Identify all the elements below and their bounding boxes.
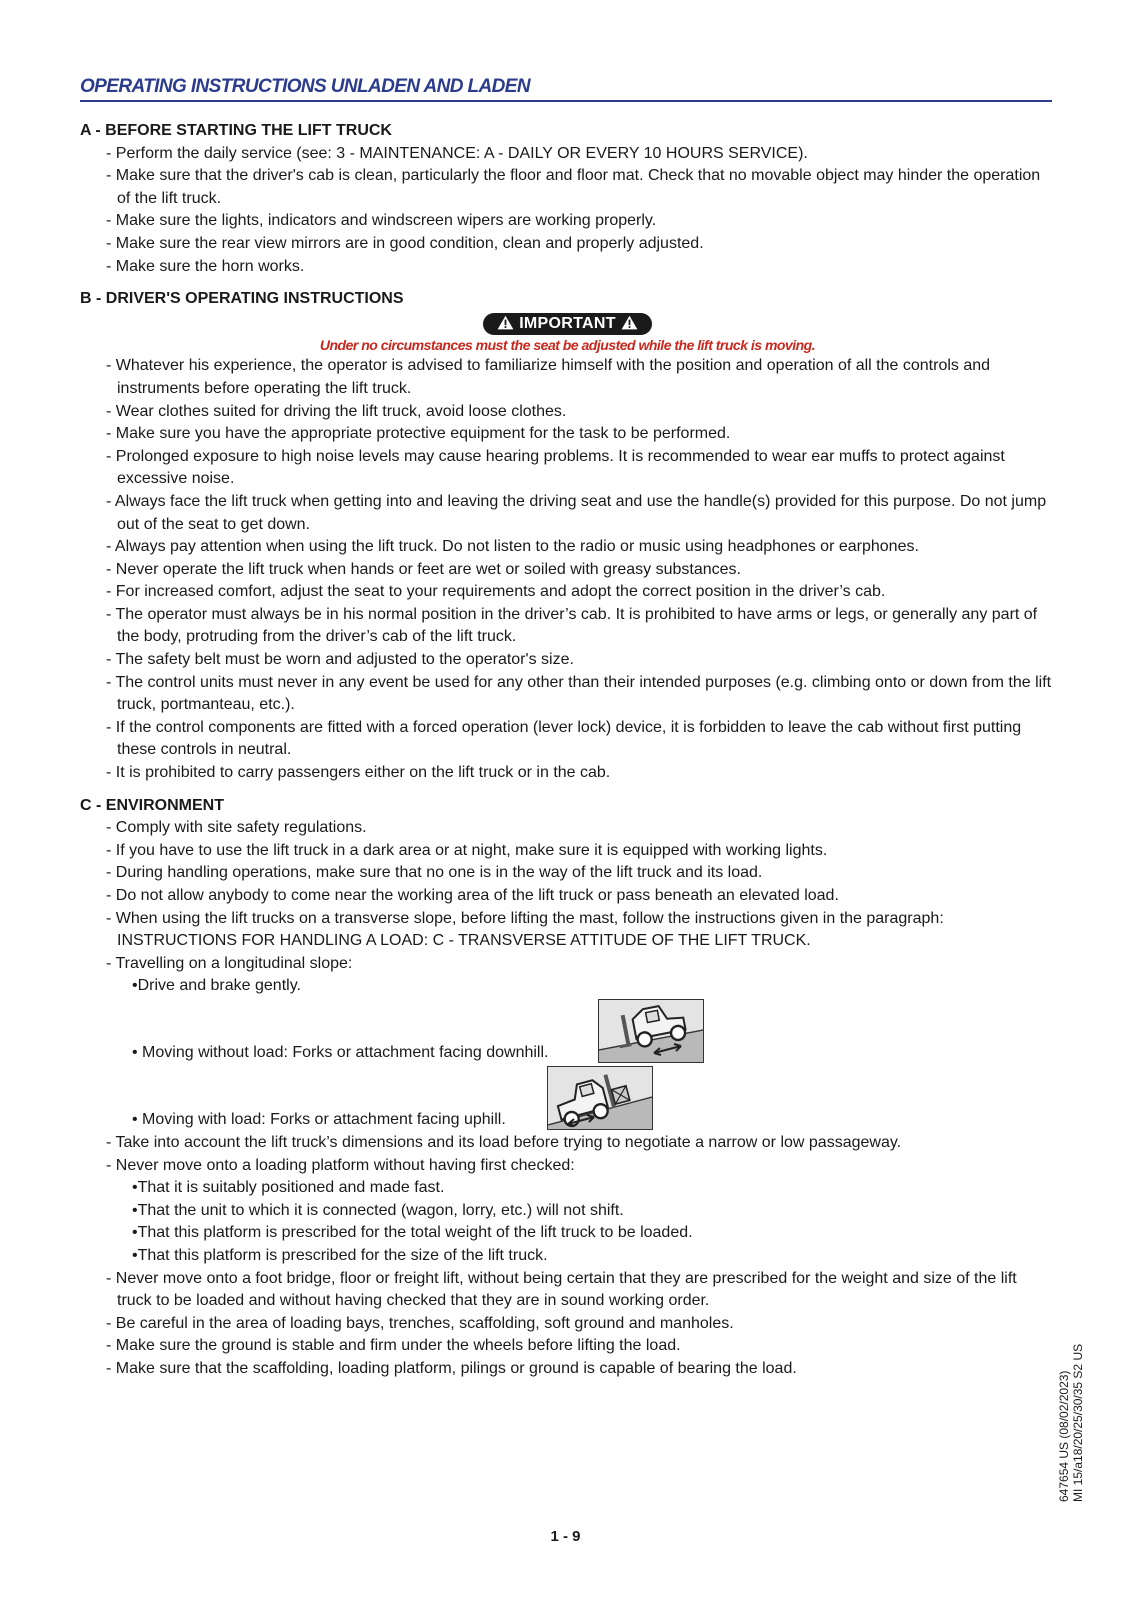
section-b-heading: B - DRIVER'S OPERATING INSTRUCTIONS	[80, 290, 404, 308]
section-b-list	[80, 355, 1055, 784]
important-banner	[80, 313, 1055, 336]
list-item: - When using the lift trucks on a transverse slope, before lifting the mast, follow the instructions given in the paragraph: INSTRUCTIONS FOR HANDLING A LOAD: C - TRANSVERSE ATTITUDE OF THE LIFT TRUCK.	[80, 908, 1055, 953]
sub-list-item: • That this platform is prescribed for the total weight of the lift truck to be loaded.	[80, 1222, 1055, 1245]
model-code: MI 15/a18/20/25/30/35 S2 US	[1071, 1343, 1085, 1502]
list-item: - Always pay attention when using the lift truck. Do not listen to the radio or music using headphones or earphones.	[80, 536, 1055, 559]
list-item: - During handling operations, make sure that no one is in the way of the lift truck and its load.	[80, 862, 1055, 885]
list-item: - Be careful in the area of loading bays, trenches, scaffolding, soft ground and manholes.	[80, 1313, 1055, 1336]
slope-row-laden	[80, 1065, 1055, 1132]
sub-list-item: • That this platform is prescribed for the size of the lift truck.	[80, 1245, 1055, 1268]
list-item: - Make sure you have the appropriate protective equipment for the task to be performed.	[80, 423, 1055, 446]
list-item: - If the control components are fitted with a forced operation (lever lock) device, it is forbidden to leave the cab without first putting these controls in neutral.	[80, 717, 1055, 762]
list-item: - Make sure the horn works.	[80, 256, 1055, 279]
document-code: 647654 US (08/02/2023)	[1057, 1370, 1071, 1502]
list-item: - The control units must never in any event be used for any other than their intended purposes (e.g. climbing onto or down from the lift truck, portmanteau, etc.).	[80, 672, 1055, 717]
list-item: - Take into account the lift truck’s dimensions and its load before trying to negotiate a narrow or low passageway.	[80, 1132, 1055, 1155]
section-c-heading: C - ENVIRONMENT	[80, 796, 224, 814]
important-label: IMPORTANT	[519, 314, 616, 332]
sub-list-item: • Drive and brake gently.	[80, 975, 1055, 998]
list-item: - Make sure the ground is stable and firm under the wheels before lifting the load.	[80, 1335, 1055, 1358]
list-item: - Comply with site safety regulations.	[80, 817, 1055, 840]
document-body	[80, 120, 1055, 1381]
list-item: - Make sure that the driver's cab is clean, particularly the floor and floor mat. Check that no movable object may hinder the operation of the lift truck.	[80, 165, 1055, 210]
list-item: - Travelling on a longitudinal slope:	[80, 953, 1055, 976]
forklift-laden-uphill-icon	[547, 1066, 653, 1130]
page-title: OPERATING INSTRUCTIONS UNLADEN AND LADEN	[80, 76, 1052, 102]
section-before-starting	[80, 120, 1055, 278]
document-reference	[1057, 1343, 1087, 1502]
list-item: - Do not allow anybody to come near the working area of the lift truck or pass beneath an elevated load.	[80, 885, 1055, 908]
section-a-list	[80, 143, 1055, 279]
section-driver-instructions	[80, 288, 1055, 784]
sub-list-item	[80, 1109, 506, 1132]
bullet: •	[132, 1111, 143, 1129]
forklift-unladen-downhill-icon	[598, 999, 704, 1063]
important-badge	[483, 313, 651, 335]
list-item: - Wear clothes suited for driving the lift truck, avoid loose clothes.	[80, 401, 1055, 424]
list-item: - The safety belt must be worn and adjusted to the operator's size.	[80, 649, 1055, 672]
list-item: - Prolonged exposure to high noise levels may cause hearing problems. It is recommended to wear ear muffs to protect against excessive noise.	[80, 446, 1055, 491]
slope-text-unladen: Moving without load: Forks or attachment facing downhill.	[142, 1044, 549, 1062]
page-number: 1 - 9	[550, 1528, 581, 1545]
sub-list-item	[80, 1042, 548, 1065]
section-a-heading: A - BEFORE STARTING THE LIFT TRUCK	[80, 122, 392, 139]
sub-list-item: • That the unit to which it is connected (wagon, lorry, etc.) will not shift.	[80, 1200, 1055, 1223]
slope-row-unladen	[80, 998, 1055, 1065]
bullet: •	[132, 1044, 143, 1062]
section-c-list	[80, 817, 1055, 1380]
list-item: - Never move onto a loading platform without having first checked:	[80, 1155, 1055, 1178]
list-item: - It is prohibited to carry passengers either on the lift truck or in the cab.	[80, 762, 1055, 785]
warning-triangle-icon	[621, 315, 638, 330]
list-item: - If you have to use the lift truck in a dark area or at night, make sure it is equipped with working lights.	[80, 840, 1055, 863]
warning-triangle-icon	[497, 315, 514, 330]
slope-text-laden: Moving with load: Forks or attachment facing uphill.	[142, 1111, 506, 1129]
list-item: - Perform the daily service (see: 3 - MAINTENANCE: A - DAILY OR EVERY 10 HOURS SERVICE).	[80, 143, 1055, 166]
list-item: - Whatever his experience, the operator is advised to familiarize himself with the position and operation of all the controls and instruments before operating the lift truck.	[80, 355, 1055, 400]
list-item: - Make sure the rear view mirrors are in good condition, clean and properly adjusted.	[80, 233, 1055, 256]
list-item: - For increased comfort, adjust the seat to your requirements and adopt the correct position in the driver’s cab.	[80, 581, 1055, 604]
important-note: Under no circumstances must the seat be adjusted while the lift truck is moving.	[319, 337, 816, 354]
sub-list-item: • That it is suitably positioned and made fast.	[80, 1177, 1055, 1200]
list-item: - Make sure the lights, indicators and windscreen wipers are working properly.	[80, 210, 1055, 233]
list-item: - Never operate the lift truck when hands or feet are wet or soiled with greasy substances.	[80, 559, 1055, 582]
list-item: - The operator must always be in his normal position in the driver’s cab. It is prohibited to have arms or legs, or generally any part of the body, protruding from the driver’s cab of the lift truck.	[80, 604, 1055, 649]
list-item: - Make sure that the scaffolding, loading platform, pilings or ground is capable of bearing the load.	[80, 1358, 1055, 1381]
list-item: - Never move onto a foot bridge, floor or freight lift, without being certain that they are prescribed for the weight and size of the lift truck to be loaded and without having checked that they are in sound working order.	[80, 1268, 1055, 1313]
section-environment	[80, 795, 1055, 1381]
list-item: - Always face the lift truck when getting into and leaving the driving seat and use the handle(s) provided for this purpose. Do not jump out of the seat to get down.	[80, 491, 1055, 536]
